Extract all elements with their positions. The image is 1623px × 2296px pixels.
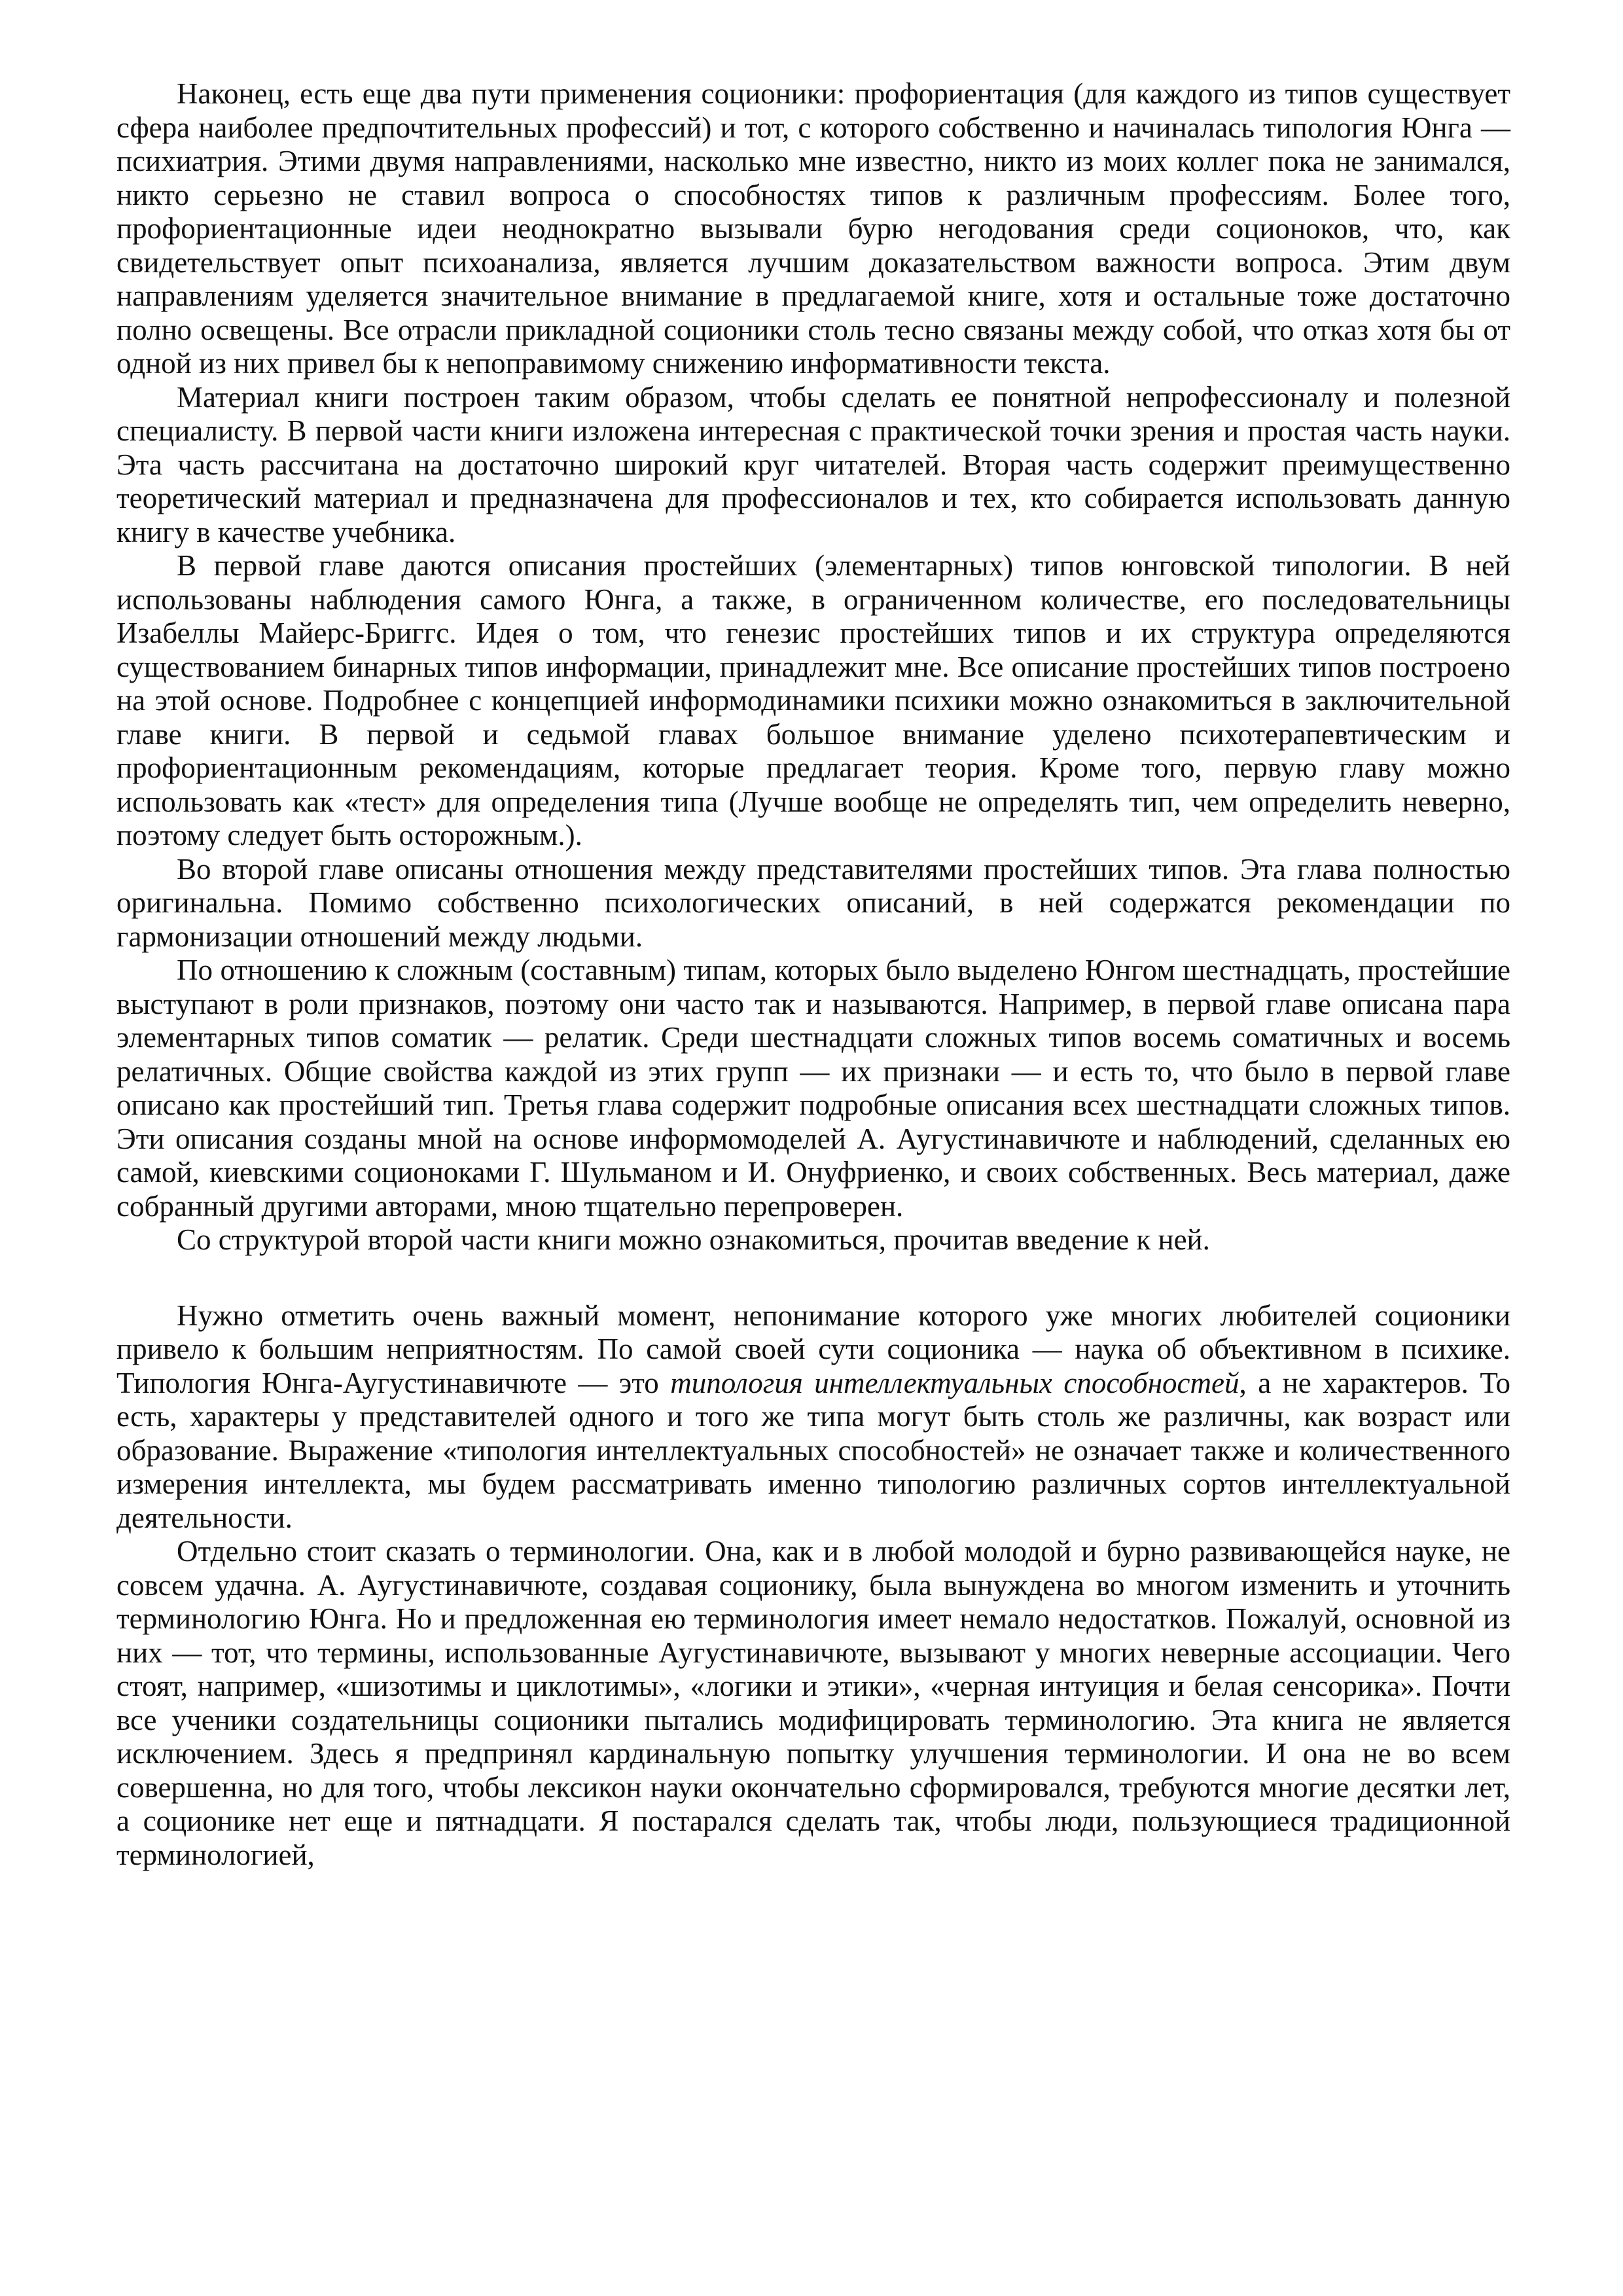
paragraph-chapter-two: Во второй главе описаны отношения между представителями простейших типов. Эта глава полностью оригинальна. Помимо собственно психологических описаний, в ней содержатся рекомендации по гармонизации отношений между людьми. — [116, 852, 1510, 953]
paragraph-book-structure: Материал книги построен таким образом, чтобы сделать ее понятной непрофессионалу и полезной специалисту. В первой части книги изложена интересная с практической точки зрения и простая часть науки. Эта часть рассчитана на достаточно широкий круг читателей. Вторая часть содержит преимущественно теоретический материал и предназначена для профессионалов и тех, кто собирается использовать данную книгу в качестве учебника. — [116, 380, 1510, 548]
paragraph-chapter-three: По отношению к сложным (составным) типам, которых было выделено Юнгом шестнадцать, простейшие выступают в роли признаков, поэтому они часто так и называются. Например, в первой главе описана пара элементарных типов соматик — релатик. Среди шестнадцати сложных типов восемь соматичных и восемь релатичных. Общие свойства каждой из этих групп — их признаки — и есть то, что было в первой главе описано как простейший тип. Третья глава содержит подробные описания всех шестнадцати сложных типов. Эти описания созданы мной на основе информомоделей А. Аугустинавичюте и наблюдений, сделанных ею самой, киевскими соционоками Г. Шульманом и И. Онуфриенко, и своих собственных. Весь материал, даже собранный другими авторами, мною тщательно перепроверен. — [116, 954, 1510, 1223]
important-note-text-end: , а не характеров. То есть, характеры у представителей одного и того же типа могут быть столь же различны, как возраст или образование. Выражение «типология интеллектуальных способностей» не означает также и количественного измерения интеллекта, мы будем рассматривать именно типологию различных сортов интеллектуальной деятельности. — [116, 1366, 1510, 1534]
document-page — [116, 77, 1510, 1872]
important-note-italic-term: типология интеллектуальных способностей — [670, 1366, 1240, 1399]
paragraph-terminology: Отдельно стоит сказать о терминологии. Она, как и в любой молодой и бурно развивающейся науке, не совсем удачна. А. Аугустинавичюте, создавая соционику, была вынуждена во многом изменить и уточнить терминологию Юнга. Но и предложенная ею терминология имеет немало недостатков. Пожалуй, основной из них — тот, что термины, использованные Аугустинавичюте, вызывают у многих неверные ассоциации. Чего стоят, например, «шизотимы и циклотимы», «логики и этики», «черная интуиция и белая сенсорика». Почти все ученики создательницы соционики пытались модифицировать терминологию. Эта книга не является исключением. Здесь я предпринял кардинальную попытку улучшения терминологии. И она не во всем совершенна, но для того, чтобы лексикон науки окончательно сформировался, требуются многие десятки лет, а соционике нет еще и пятнадцати. Я постарался сделать так, чтобы люди, пользующиеся традиционной терминологией, — [116, 1535, 1510, 1871]
section-gap — [116, 1257, 1510, 1299]
paragraph-applications: Наконец, есть еще два пути применения соционики: профориентация (для каждого из типов существует сфера наиболее предпочтительных профессий) и тот, с которого собственно и начиналась типология Юнга — психиатрия. Этими двумя направлениями, насколько мне известно, никто из моих коллег пока не занимался, никто серьезно не ставил вопроса о способностях типов к различным профессиям. Более того, профориентационные идеи неоднократно вызывали бурю негодования среди соционоков, что, как свидетельствует опыт психоанализа, является лучшим доказательством важности вопроса. Этим двум направлениям уделяется значительное внимание в предлагаемой книге, хотя и остальные тоже достаточно полно освещены. Все отрасли прикладной соционики столь тесно связаны между собой, что отказ хотя бы от одной из них привел бы к непоправимому снижению информативности текста. — [116, 77, 1510, 380]
important-note-text-start: Нужно отметить очень важный момент, непонимание которого уже многих любителей соционики привело к большим неприятностям. По самой своей сути соционика — наука об объективном в психике. Типология Юнга-Аугустинавичюте — это — [116, 1299, 1510, 1399]
paragraph-part-two: Со структурой второй части книги можно ознакомиться, прочитав введение к ней. — [177, 1223, 1210, 1256]
paragraph-chapter-one: В первой главе даются описания простейших (элементарных) типов юнговской типологии. В ней использованы наблюдения самого Юнга, а также, в ограниченном количестве, его последовательницы Изабеллы Майерс-Бриггс. Идея о том, что генезис простейших типов и их структура определяются существованием бинарных типов информации, принадлежит мне. Все описание простейших типов построено на этой основе. Подробнее с концепцией информодинамики психики можно ознакомиться в заключительной главе книги. В первой и седьмой главах большое внимание уделено психотерапевтическим и профориентационным рекомендациям, которые предлагает теория. Кроме того, первую главу можно использовать как «тест» для определения типа (Лучше вообще не определять тип, чем определить неверно, поэтому следует быть осторожным.). — [116, 549, 1510, 852]
paragraph-important-note — [116, 1299, 1510, 1535]
